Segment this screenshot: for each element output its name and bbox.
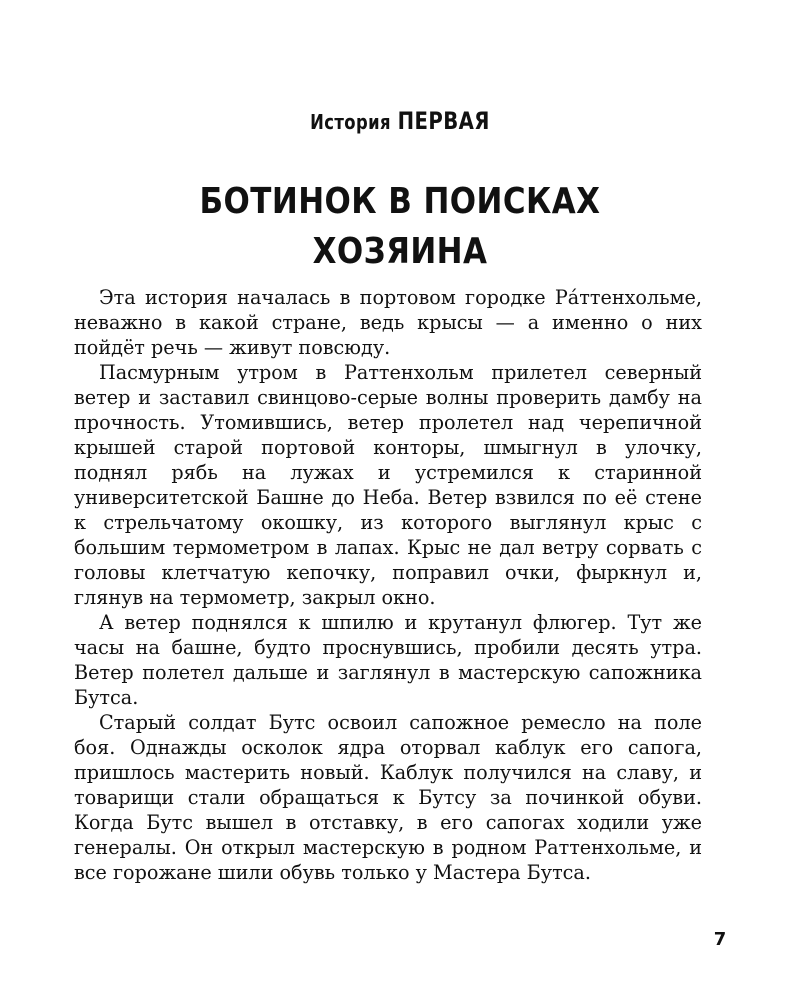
chapter-title-line-2: ХОЗЯИНА: [312, 231, 488, 272]
page-number: 7: [713, 929, 727, 950]
paragraph-2: Пасмурным утром в Раттенхольм прилетел северный ветер и заставил свинцово-серые волны проверить дамбу на прочность. Утомившись, ветер пролетел над черепичной крышей старой портовой конторы, шмыгнул в улочку, поднял рябь на лужах и устремился к старинной университетской Башне до Неба. Ветер взвился по её стене к стрельчатому окошку, из которого выглянул крыс с большим термометром в лапах. Крыс не дал ветру сорвать с головы клетчатую кепочку, поправил очки, фыркнул и, глянув на термометр, закрыл окно.: [74, 361, 702, 609]
paragraph-3: А ветер поднялся к шпилю и крутанул флюгер. Тут же часы на башне, будто проснувшись, пробили десять утра. Ветер полетел дальше и заглянул в мастерскую сапожника Бутса.: [74, 611, 702, 709]
story-label-word: История: [310, 110, 391, 134]
paragraph-1: Эта история началась в портовом городке Ра́ттенхольме, неважно в какой стране, ведь крысы — а именно о них пойдёт речь — живут повсюду.: [74, 286, 702, 359]
chapter-title-line-1: БОТИНОК В ПОИСКАХ: [199, 181, 601, 222]
chapter-title: [56, 177, 744, 277]
story-label-ordinal: ПЕРВАЯ: [397, 107, 490, 135]
story-label: [72, 107, 728, 135]
paragraph-4: Старый солдат Бутс освоил сапожное ремесло на поле боя. Однажды осколок ядра оторвал каблук его сапога, пришлось мастерить новый. Каблук получился на славу, и товарищи стали обращаться к Бутсу за починкой обуви. Когда Бутс вышел в отставку, в его сапогах ходили уже генералы. Он открыл мастерскую в родном Раттенхольме, и все горожане шили обувь только у Мастера Бутса.: [74, 711, 702, 884]
body-text: [74, 285, 702, 885]
